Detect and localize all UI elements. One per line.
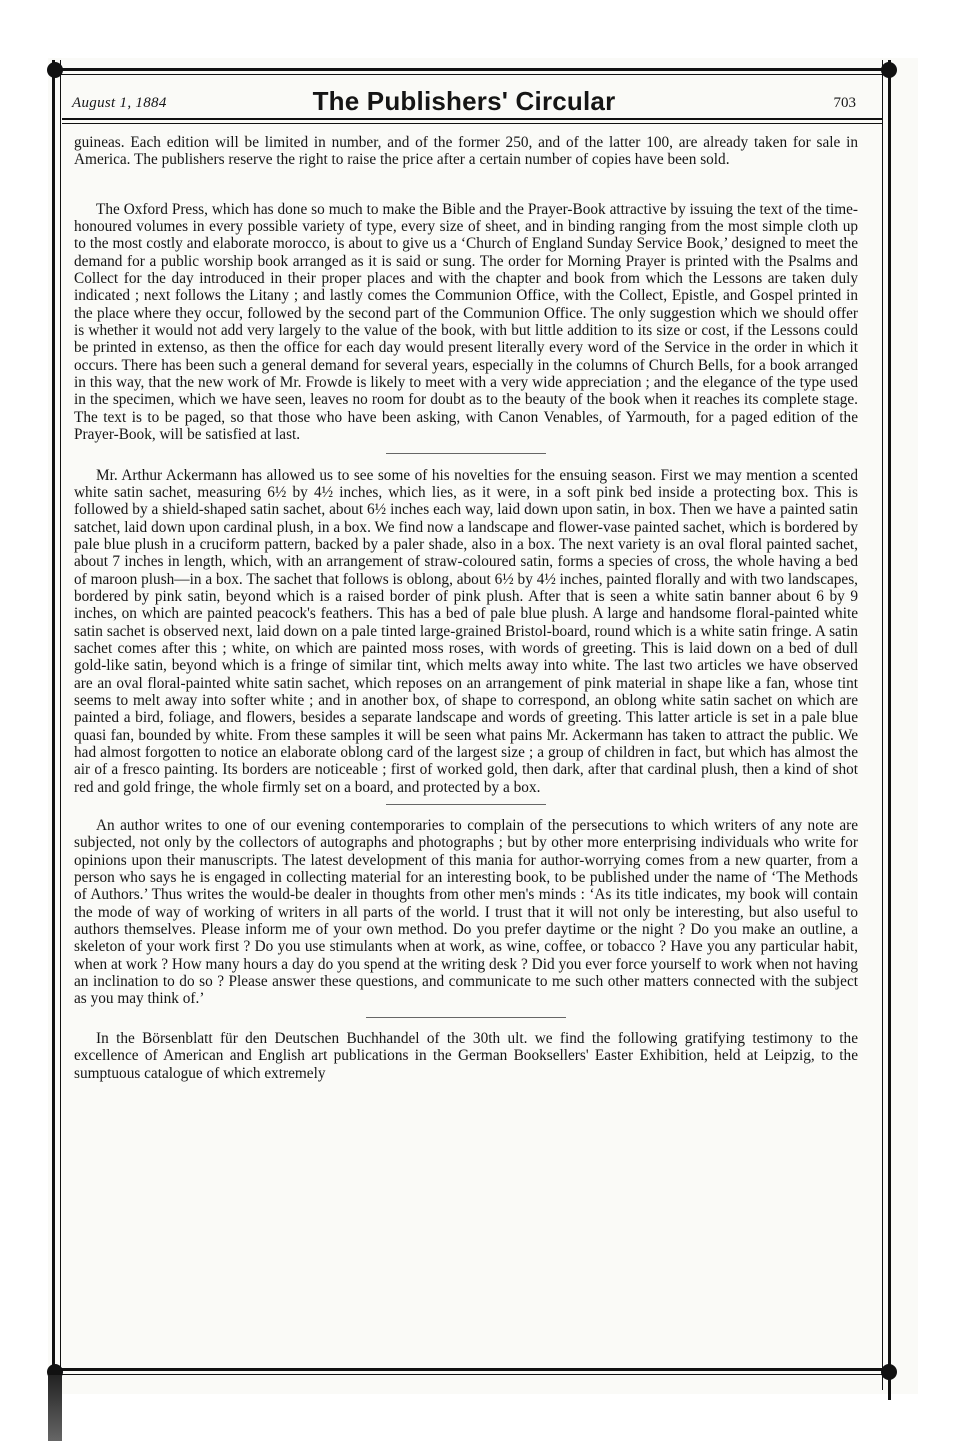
section-gap <box>371 184 561 185</box>
paragraph-ackermann: Mr. Arthur Ackermann has allowed us to see some of his novelties for the ensuing season. First we may mention a scented white satin sachet, measuring 6½ by 4½ inches, which lies, as it were, in a soft pink bed inside a protecting box. This is followed by a shield-shaped satin sachet, about 6½ inches each way, laid down upon satin, in box. Then we have a painted satin satchet, laid down upon cardinal plush, in a box. We find now a landscape and flower-vase painted sachet, which is bordered by pale blue plush in a cruciform pattern, backed by a paler shade, also in a box. The next variety is an oval floral painted sachet, about 7 inches in length, which, with an arrangement of straw-coloured satin, forms a species of cross, the whole having a bed of maroon plush—in a box. The sachet that follows is oblong, about 6½ by 4½ inches, painted florally and with two landscapes, bordered by pink satin, beyond which is a raised border of pink plush. After that is seen a white satin banner about 6 by 9 inches, on which are painted peacock's feathers. This has a bed of pale blue plush. A large and handsome floral-painted white satin sachet is observed next, laid down on a pale tinted large-grained Bristol-board, round which is a white satin fringe. A satin sachet comes after this ; white, on which are painted moss roses, with words of greeting. This is laid down on a bed of dull gold-like satin, beyond which is a fringe of similar tint, which melts away into white. The last two articles we have observed are an oval floral-painted white satin sachet, which reposes on an arrangement of pink material in shape like a fan, whose tint seems to melt away into softer white ; and in another box, of shape to correspond, an oblong white satin sachet on which are painted a bird, foliage, and flowers, besides a separate landscape and words of greeting. This latter article is set in a pale blue quasi fan, bounded by white. From these samples it will be seen what pains Mr. Ackermann has taken to attract the public. We had almost forgotten to notice an elaborate oblong card of the largest size ; a group of children in fact, but which has almost the air of a fresco painting. Its borders are noticeable ; first of worked gold, then dark, after that cardinal plush, then a kind of shot red and gold fringe, the whole firmly set on a board, and protected by a box. <box>74 466 858 796</box>
paragraph-oxford-press: The Oxford Press, which has done so much to make the Bible and the Prayer-Book attractive by issuing the text of the time-honoured volumes in every possible variety of type, every size of sheet, and in binding ranging from the most simple cloth up to the most costly and elaborate morocco, is about to give us a ‘Church of England Sunday Service Book,’ designed to meet the demand for a public worship book arranged as it is said or sung. The order for Morning Prayer is printed with the Psalms and Collect for the day introduced in their proper places and with the chapter and book from which the Lessons are taken duly indicated ; next follows the Litany ; and lastly comes the Communion Office, with the Collect, Epistle, and Gospel printed in the place where they occur, followed by the second part of the Communion Office. The only suggestion which we should offer is whether it would not add very largely to the value of the book, with but little addition to its size or cost, if the Lessons could be printed in extenso, as then the office for each day would present literally every word of the Service in the order in which it occurs. There has been such a general demand for several years, especially in the columns of Church Bells, for a book arranged in this way, that the new work of Mr. Frowde is likely to meet with a very wide appreciation ; and the elegance of the type used in the specimen, which we have seen, leaves no room for doubt as to the beauty of the book when it reaches its complete stage. The text is to be paged, so that those who have been asking, with Canon Venables, of Yarmouth, for a paged edition of the Prayer-Book, will be satisfied at last. <box>74 200 858 444</box>
top-inner-rule <box>55 74 890 75</box>
section-divider <box>386 804 546 805</box>
page-number: 703 <box>833 95 856 111</box>
publication-title: The Publishers' Circular <box>312 86 616 116</box>
running-header <box>72 86 856 116</box>
issue-date: August 1, 1884 <box>72 95 167 111</box>
header-rule <box>62 118 882 120</box>
binding-shadow <box>48 1375 62 1441</box>
corner-ornament-icon <box>881 1364 897 1380</box>
corner-ornament-icon <box>47 62 63 78</box>
section-divider <box>386 453 546 454</box>
article-body <box>74 134 858 1082</box>
paragraph-borsenblatt: In the Börsenblatt für den Deutschen Buchhandel of the 30th ult. we find the following gratifying testimony to the excellence of American and English art publications in the German Booksellers' Easter Exhibition, held at Leipzig, to the sumptuous catalogue of which extremely <box>74 1029 858 1082</box>
left-inner-rule <box>60 60 61 1390</box>
top-border-rule <box>55 68 890 71</box>
bottom-inner-rule <box>55 1374 890 1375</box>
corner-ornament-icon <box>881 62 897 78</box>
right-border-rule <box>888 60 891 1400</box>
header-inner-rule <box>62 123 882 124</box>
section-divider <box>366 1017 566 1018</box>
paragraph-author-letter: An author writes to one of our evening contemporaries to complain of the persecutions to which writers of any note are subjected, not only by the collectors of autographs and photographs ; but by other more enterprising individuals who write for opinions upon their manuscripts. The latest development of this mania for author-worrying comes from a new quarter, from a person who says he is engaged in collecting material for an interesting book, to be published under the name of ‘The Methods of Authors.’ Thus writes the would-be dealer in thoughts from other men's minds : ‘As its title indicates, my book will contain the mode of way of working of writers in all parts of the world. I trust that it will not only be interesting, but also useful to authors themselves. Please inform me of your own method. Do you prefer daytime or the night ? Do you make an outline, a skeleton of your work first ? Do you use stimulants when at work, as wine, coffee, or tobacco ? Have you any particular habit, when at work ? How many hours a day do you spend at the writing desk ? Did you ever force yourself to work when not having an inclination to do so ? Please answer these questions, and communicate to me such other matters connected with the subject as you may think of.’ <box>74 817 858 1008</box>
bottom-border-rule <box>55 1368 890 1371</box>
paragraph-continued: guineas. Each edition will be limited in number, and of the former 250, and of the latter 100, are already taken for sale in America. The publishers reserve the right to raise the price after a certain number of copies have been sold. <box>74 134 858 169</box>
left-border-rule <box>52 60 55 1400</box>
right-inner-rule <box>882 60 883 1390</box>
